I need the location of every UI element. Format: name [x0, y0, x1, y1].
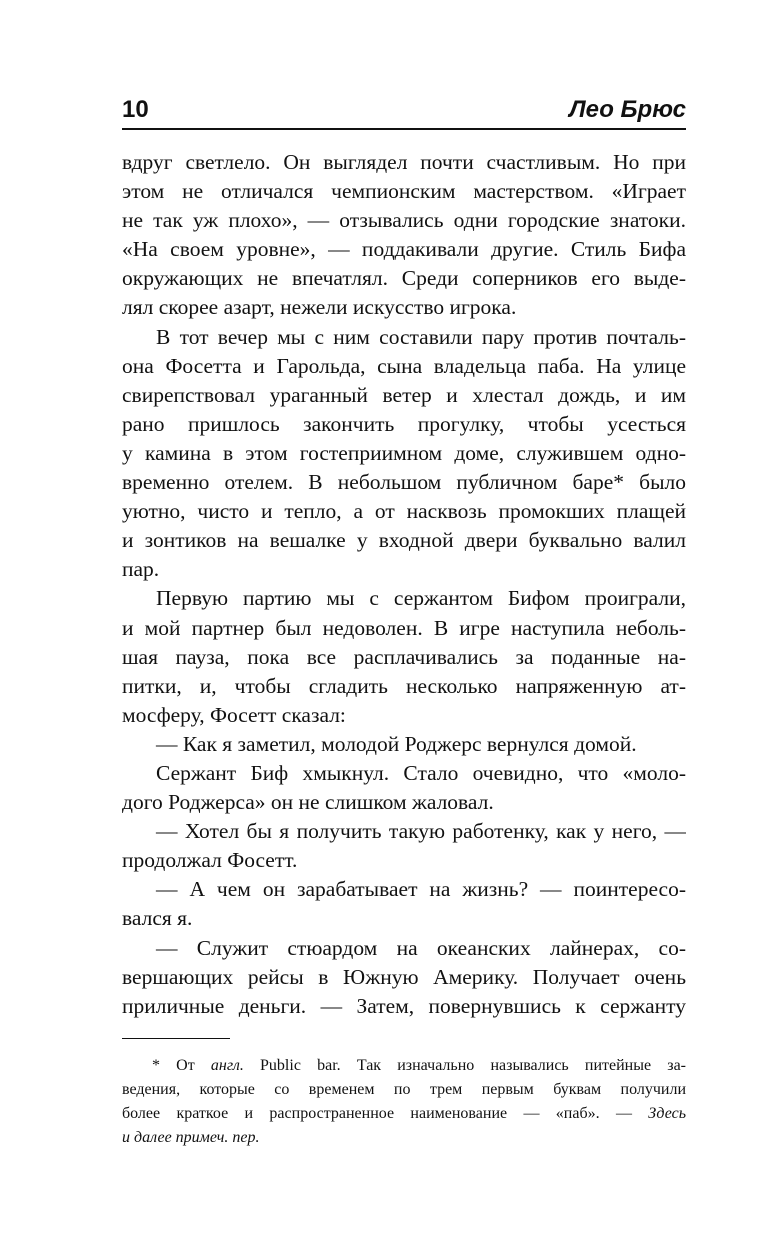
text-line: этом не отличался чемпионским мастерством. «Играет: [122, 179, 686, 204]
page-number: 10: [122, 96, 149, 123]
footnote-italic-text: англ.: [210, 1056, 244, 1074]
text-line: — А чем он зарабатывает на жизнь? — поинтересо-: [156, 877, 686, 902]
text-line: Первую партию мы с сержантом Бифом проиграли,: [156, 586, 686, 611]
book-page: [122, 88, 686, 1150]
text-line: В тот вечер мы с ним составили пару против почталь-: [156, 324, 686, 349]
text-line: продолжал Фосетт.: [122, 848, 298, 873]
text-line: рано пришлось закончить прогулку, чтобы усесться: [122, 411, 686, 436]
text-line: — Как я заметил, молодой Роджерс вернулся домой.: [156, 731, 637, 756]
text-line: Сержант Биф хмыкнул. Стало очевидно, что «моло-: [156, 760, 686, 785]
text-line: вершающих рейсы в Южную Америку. Получает очень: [122, 964, 686, 989]
footnote: [122, 1054, 686, 1150]
text-line: вдруг светлело. Он выглядел почти счастливым. Но при: [122, 150, 686, 174]
text-line: и зонтиков на вешалке у входной двери буквально валил: [122, 528, 686, 553]
footnote-line: и далее примеч. пер.: [122, 1128, 260, 1146]
text-line: мосферу, Фосетт сказал:: [122, 702, 346, 727]
text-line: дого Роджерса» он не слишком жаловал.: [122, 790, 494, 815]
text-line: питки, и, чтобы сгладить несколько напряженную ат-: [122, 673, 686, 698]
text-line: и мой партнер был недоволен. В игре наступила неболь-: [122, 615, 686, 640]
text-line: временно отелем. В небольшом публичном баре* было: [122, 470, 686, 495]
footnote-line: [122, 1102, 686, 1126]
text-line: «На своем уровне», — поддакивали другие. Стиль Бифа: [122, 237, 686, 262]
text-line: окружающих не впечатлял. Среди соперников его выде-: [122, 266, 686, 291]
text-line: свирепствовал ураганный ветер и хлестал дождь, и им: [122, 382, 686, 407]
text-line: лял скорее азарт, нежели искусство игрока.: [122, 295, 517, 320]
text-line: — Хотел бы я получить такую работенку, как у него, —: [156, 819, 686, 844]
footnote-italic-text: Здесь: [648, 1104, 686, 1122]
text-line: вался я.: [122, 906, 193, 931]
body-text: [122, 148, 686, 1021]
text-line: у камина в этом гостеприимном доме, служившем одно-: [122, 440, 686, 465]
text-line: — Служит стюардом на океанских лайнерах, со-: [156, 935, 686, 960]
page-header: [122, 88, 686, 130]
text-line: не так уж плохо», — отзывались одни городские знатоки.: [122, 208, 686, 233]
running-head-author: Лео Брюс: [569, 96, 686, 123]
text-line: уютно, чисто и тепло, а от насквозь промокших плащей: [122, 499, 686, 524]
text-line: она Фосетта и Гарольда, сына владельца паба. На улице: [122, 353, 686, 378]
footnote-text: Public bar. Так изначально назывались питейные за-: [243, 1056, 686, 1074]
footnote-text: * От: [152, 1056, 211, 1074]
text-line: приличные деньги. — Затем, повернувшись к сержанту: [122, 993, 686, 1018]
footnote-text: более краткое и распространенное наименование — «паб». —: [122, 1104, 649, 1122]
footnote-line: [122, 1054, 686, 1078]
footnote-line: ведения, которые со временем по трем первым буквам получили: [122, 1080, 686, 1098]
footnote-separator: [122, 1038, 230, 1039]
text-line: шая пауза, пока все расплачивались за поданные на-: [122, 644, 686, 669]
text-line: пар.: [122, 557, 160, 582]
